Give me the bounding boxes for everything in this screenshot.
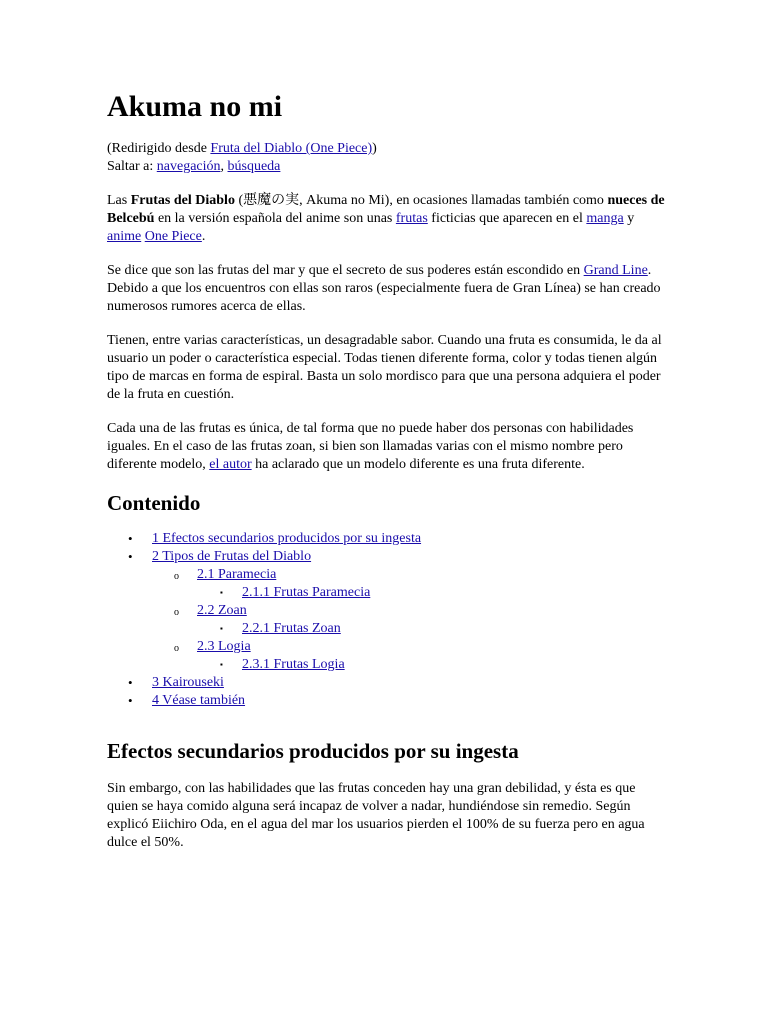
term-nueces-de-belcebu: nueces de Belcebú — [107, 193, 665, 226]
paragraph-characteristics: Tienen, entre varias características, un desagradable sabor. Cuando una fruta es consumida, le da al usuario un poder o característica especial. Todas tienen diferente forma, color y todas tienen algún tipo de marcas en forma de espiral. Basta un solo mordisco para que una persona adquiera el poder de la fruta en cuestión. — [107, 333, 662, 402]
toc-item — [107, 692, 667, 710]
toc-item — [197, 620, 667, 638]
circle-bullet-icon: o — [174, 643, 179, 654]
paragraph-uniqueness: Cada una de las frutas es única, de tal forma que no puede haber dos personas con habilidades iguales. En el caso de las frutas zoan, si bien son llamadas varias con el mismo nombre pero diferente modelo, el autor ha aclarado que un modelo diferente es una fruta diferente. — [107, 421, 634, 472]
toc-link-kairouseki[interactable]: 3 Kairouseki — [152, 675, 224, 690]
toc-link-logia[interactable]: 2.3 Logia — [197, 639, 251, 654]
bullet-icon: • — [128, 675, 133, 690]
toc-link-vease-tambien[interactable]: 4 Véase también — [152, 693, 246, 708]
circle-bullet-icon: o — [174, 571, 179, 582]
page-title: Akuma no mi — [107, 90, 283, 123]
redirect-line: (Redirigido desde Fruta del Diablo (One Piece)) — [107, 141, 377, 156]
jump-search-link[interactable]: búsqueda — [227, 159, 281, 174]
toc-item — [107, 548, 667, 674]
bullet-icon: • — [128, 693, 133, 708]
toc-item — [107, 530, 667, 548]
toc-link-frutas-zoan[interactable]: 2.2.1 Frutas Zoan — [242, 621, 341, 636]
square-bullet-icon: ▪ — [220, 624, 223, 633]
circle-bullet-icon: o — [174, 607, 179, 618]
toc-link-tipos[interactable]: 2 Tipos de Frutas del Diablo — [152, 549, 312, 564]
toc-sublist — [197, 584, 667, 602]
paragraph-grand-line: Se dice que son las frutas del mar y que el secreto de sus poderes están escondido en Grand Line. Debido a que los encuentros con ellas son raros (especialmente fuera de Gran Línea) se han creado numerosos rumores acerca de ellas. — [107, 263, 661, 314]
toc-item — [197, 656, 667, 674]
link-one-piece[interactable]: One Piece — [144, 229, 202, 244]
link-frutas[interactable]: frutas — [395, 211, 428, 226]
jump-to-line: Saltar a: navegación, búsqueda — [107, 159, 281, 174]
toc-heading: Contenido — [107, 491, 201, 515]
toc-link-efectos[interactable]: 1 Efectos secundarios producidos por su ingesta — [152, 531, 422, 546]
table-of-contents — [107, 530, 667, 710]
toc-sublist — [197, 620, 667, 638]
toc-link-zoan[interactable]: 2.2 Zoan — [197, 603, 247, 618]
term-frutas-del-diablo: Frutas del Diablo — [130, 193, 235, 208]
intro-paragraph: Las Frutas del Diablo (悪魔の実, Akuma no Mi), en ocasiones llamadas también como nueces de Belcebú en la versión española del anime son unas frutas ficticias que aparecen en el manga y anime One Piece. — [107, 193, 665, 244]
toc-link-frutas-logia[interactable]: 2.3.1 Frutas Logia — [242, 657, 345, 672]
bullet-icon: • — [128, 531, 133, 546]
toc-item — [152, 638, 667, 674]
link-anime[interactable]: anime — [107, 229, 142, 244]
toc-item — [107, 674, 667, 692]
toc-sublist — [197, 656, 667, 674]
toc-item — [152, 566, 667, 602]
redirect-notice — [107, 140, 667, 176]
redirect-source-link[interactable]: Fruta del Diablo (One Piece) — [210, 141, 373, 156]
toc-link-paramecia[interactable]: 2.1 Paramecia — [197, 567, 277, 582]
link-el-autor[interactable]: el autor — [209, 457, 252, 472]
toc-link-frutas-paramecia[interactable]: 2.1.1 Frutas Paramecia — [242, 585, 371, 600]
section-heading-efectos: Efectos secundarios producidos por su ingesta — [107, 739, 519, 763]
square-bullet-icon: ▪ — [220, 660, 223, 669]
toc-sublist — [152, 566, 667, 674]
bullet-icon: • — [128, 549, 133, 564]
square-bullet-icon: ▪ — [220, 588, 223, 597]
toc-item — [197, 584, 667, 602]
link-manga[interactable]: manga — [586, 211, 624, 226]
jump-navigation-link[interactable]: navegación — [156, 159, 221, 174]
article — [107, 90, 667, 868]
paragraph-efectos: Sin embargo, con las habilidades que las frutas conceden hay una gran debilidad, y ésta es que quien se haya comido alguna será incapaz de volver a nadar, hundiéndose sin remedio. Según explicó Eiichiro Oda, en el agua del mar los usuarios pierden el 100% de su fuerza pero en agua dulce el 50%. — [107, 781, 645, 850]
toc-item — [152, 602, 667, 638]
link-grand-line[interactable]: Grand Line — [583, 263, 648, 278]
